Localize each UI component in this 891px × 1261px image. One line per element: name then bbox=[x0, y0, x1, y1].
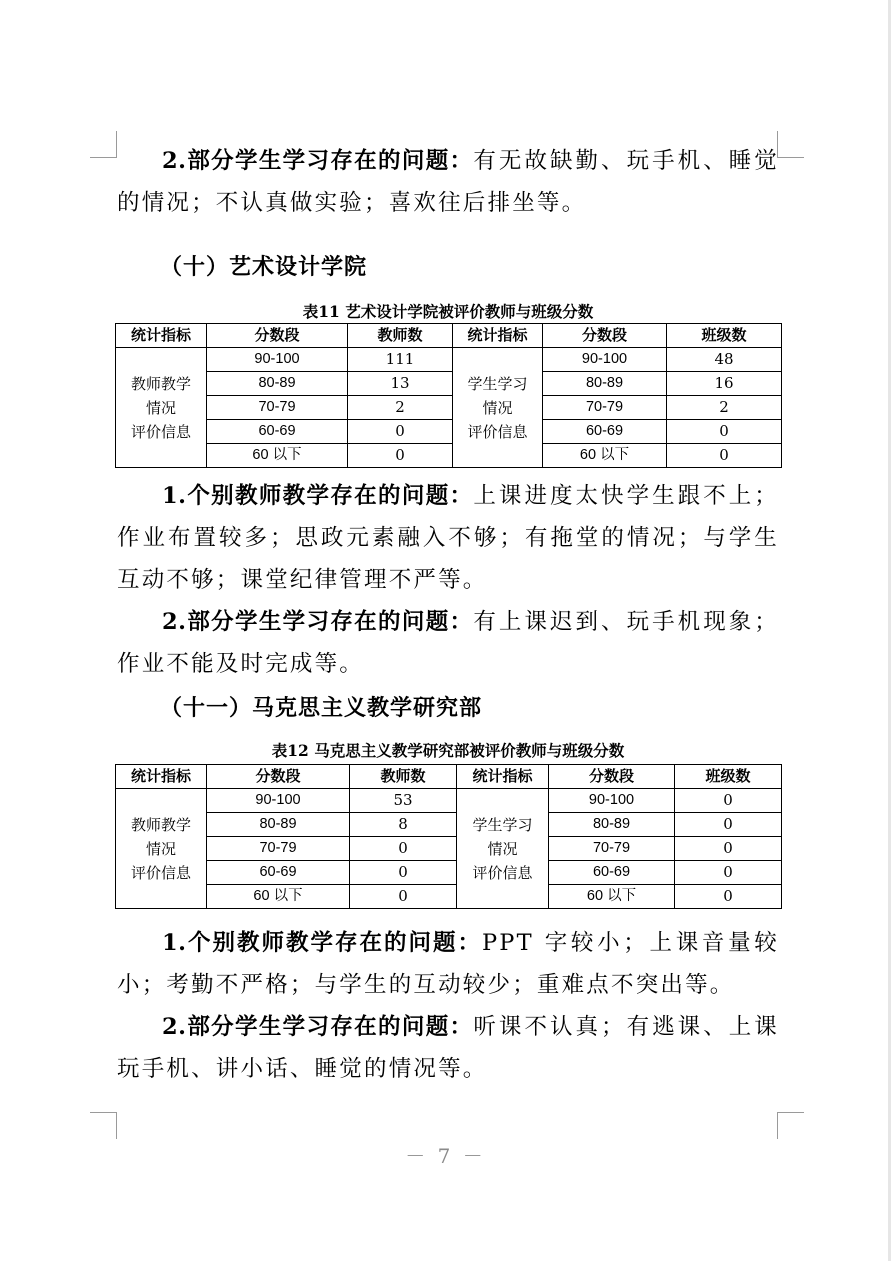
class-count-cell: 0 bbox=[675, 789, 782, 813]
score-range-cell: 60 以下 bbox=[207, 444, 348, 468]
teacher-group-label bbox=[116, 348, 207, 468]
table-header-row bbox=[116, 324, 782, 348]
score-range-cell: 90-100 bbox=[207, 789, 350, 813]
score-range-cell: 60 以下 bbox=[543, 444, 667, 468]
crop-mark-bottom-left bbox=[90, 1112, 117, 1139]
score-table-11 bbox=[115, 323, 782, 468]
header-cell: 统计指标 bbox=[453, 324, 543, 348]
paragraph-lead: 2.部分学生学习存在的问题： bbox=[162, 609, 474, 635]
score-range-cell: 90-100 bbox=[543, 348, 667, 372]
class-count-cell: 0 bbox=[675, 885, 782, 909]
group-label-line: 情况 bbox=[482, 398, 513, 417]
paragraph-text: 有无故缺勤、玩手机、睡觉的情况；不认真做实验；喜欢往后排坐等。 bbox=[117, 148, 779, 216]
header-cell: 班级数 bbox=[667, 324, 782, 348]
table-header-row bbox=[116, 765, 782, 789]
teacher-count-cell: 53 bbox=[350, 789, 457, 813]
group-label-line: 情况 bbox=[145, 839, 176, 858]
table-row bbox=[116, 837, 782, 861]
paragraph-lead: 2.部分学生学习存在的问题： bbox=[162, 148, 474, 174]
score-range-cell: 80-89 bbox=[543, 372, 667, 396]
student-group-label bbox=[457, 789, 549, 909]
group-label-line: 评价信息 bbox=[467, 422, 528, 441]
paragraph-lead: 2.部分学生学习存在的问题： bbox=[162, 1014, 474, 1040]
crop-mark-top-left bbox=[90, 131, 117, 158]
score-range-cell: 60 以下 bbox=[549, 885, 675, 909]
table-caption-11: 表11 艺术设计学院被评价教师与班级分数 bbox=[302, 302, 594, 321]
header-cell: 统计指标 bbox=[116, 324, 207, 348]
table-row bbox=[116, 348, 782, 372]
teacher-count-cell: 2 bbox=[348, 396, 453, 420]
group-label-line: 评价信息 bbox=[130, 422, 191, 441]
page-number: － 7 － bbox=[405, 1144, 486, 1168]
paragraph-teacher-issues-section10 bbox=[117, 475, 779, 601]
score-range-cell: 70-79 bbox=[549, 837, 675, 861]
paragraph-text: PPT 字较小；上课音量较小；考勤不严格；与学生的互动较少；重难点不突出等。 bbox=[117, 930, 779, 998]
group-label-line: 教师教学 bbox=[130, 374, 191, 393]
group-label-line: 评价信息 bbox=[472, 863, 533, 882]
class-count-cell: 0 bbox=[675, 837, 782, 861]
paragraph-student-issues-section9 bbox=[117, 140, 779, 224]
score-range-cell: 80-89 bbox=[549, 813, 675, 837]
paragraph-student-issues-section10 bbox=[117, 601, 779, 685]
header-cell: 教师数 bbox=[348, 324, 453, 348]
score-range-cell: 70-79 bbox=[207, 837, 350, 861]
teacher-count-cell: 13 bbox=[348, 372, 453, 396]
table-row bbox=[116, 396, 782, 420]
header-cell: 统计指标 bbox=[457, 765, 549, 789]
group-label-line: 教师教学 bbox=[130, 815, 191, 834]
crop-mark-bottom-right bbox=[777, 1112, 804, 1139]
teacher-count-cell: 0 bbox=[350, 861, 457, 885]
header-cell: 统计指标 bbox=[116, 765, 207, 789]
score-range-cell: 60-69 bbox=[207, 420, 348, 444]
teacher-count-cell: 8 bbox=[350, 813, 457, 837]
score-range-cell: 60-69 bbox=[543, 420, 667, 444]
paragraph-lead: 1.个别教师教学存在的问题： bbox=[162, 930, 482, 956]
score-range-cell: 60 以下 bbox=[207, 885, 350, 909]
paragraph-text: 上课进度太快学生跟不上；作业布置较多；思政元素融入不够；有拖堂的情况；与学生互动不够；课堂纪律管理不严等。 bbox=[117, 483, 779, 593]
table-row bbox=[116, 813, 782, 837]
table-caption-12: 表12 马克思主义教学研究部被评价教师与班级分数 bbox=[271, 741, 625, 760]
paragraph-student-issues-section11 bbox=[117, 1006, 779, 1090]
header-cell: 分数段 bbox=[543, 324, 667, 348]
crop-mark-top-right bbox=[777, 131, 804, 158]
teacher-count-cell: 0 bbox=[348, 444, 453, 468]
class-count-cell: 0 bbox=[667, 444, 782, 468]
table-row bbox=[116, 372, 782, 396]
score-range-cell: 90-100 bbox=[549, 789, 675, 813]
teacher-count-cell: 111 bbox=[348, 348, 453, 372]
table-row bbox=[116, 789, 782, 813]
paragraph-lead: 1.个别教师教学存在的问题： bbox=[162, 483, 474, 509]
student-group-label bbox=[453, 348, 543, 468]
score-range-cell: 70-79 bbox=[543, 396, 667, 420]
header-cell: 分数段 bbox=[549, 765, 675, 789]
class-count-cell: 0 bbox=[675, 813, 782, 837]
paragraph-text: 有上课迟到、玩手机现象；作业不能及时完成等。 bbox=[117, 609, 779, 677]
teacher-count-cell: 0 bbox=[348, 420, 453, 444]
score-range-cell: 60-69 bbox=[207, 861, 350, 885]
table-row bbox=[116, 420, 782, 444]
group-label-line: 情况 bbox=[487, 839, 518, 858]
score-range-cell: 80-89 bbox=[207, 813, 350, 837]
teacher-count-cell: 0 bbox=[350, 837, 457, 861]
header-cell: 分数段 bbox=[207, 324, 348, 348]
header-cell: 教师数 bbox=[350, 765, 457, 789]
score-range-cell: 70-79 bbox=[207, 396, 348, 420]
group-label-line: 情况 bbox=[145, 398, 176, 417]
table-row bbox=[116, 444, 782, 468]
group-label-line: 评价信息 bbox=[130, 863, 191, 882]
class-count-cell: 0 bbox=[667, 420, 782, 444]
score-table-12 bbox=[115, 764, 782, 909]
score-range-cell: 60-69 bbox=[549, 861, 675, 885]
paragraph-text: 听课不认真；有逃课、上课玩手机、讲小话、睡觉的情况等。 bbox=[117, 1014, 779, 1082]
score-range-cell: 80-89 bbox=[207, 372, 348, 396]
group-label-line: 学生学习 bbox=[472, 815, 533, 834]
class-count-cell: 16 bbox=[667, 372, 782, 396]
header-cell: 班级数 bbox=[675, 765, 782, 789]
class-count-cell: 2 bbox=[667, 396, 782, 420]
class-count-cell: 48 bbox=[667, 348, 782, 372]
section-heading-art-design: （十）艺术设计学院 bbox=[160, 254, 368, 280]
class-count-cell: 0 bbox=[675, 861, 782, 885]
table-row bbox=[116, 861, 782, 885]
score-range-cell: 90-100 bbox=[207, 348, 348, 372]
paragraph-teacher-issues-section11 bbox=[117, 922, 779, 1006]
group-label-line: 学生学习 bbox=[467, 374, 528, 393]
teacher-count-cell: 0 bbox=[350, 885, 457, 909]
table-row bbox=[116, 885, 782, 909]
teacher-group-label bbox=[116, 789, 207, 909]
section-heading-marxism: （十一）马克思主义教学研究部 bbox=[160, 695, 483, 721]
header-cell: 分数段 bbox=[207, 765, 350, 789]
